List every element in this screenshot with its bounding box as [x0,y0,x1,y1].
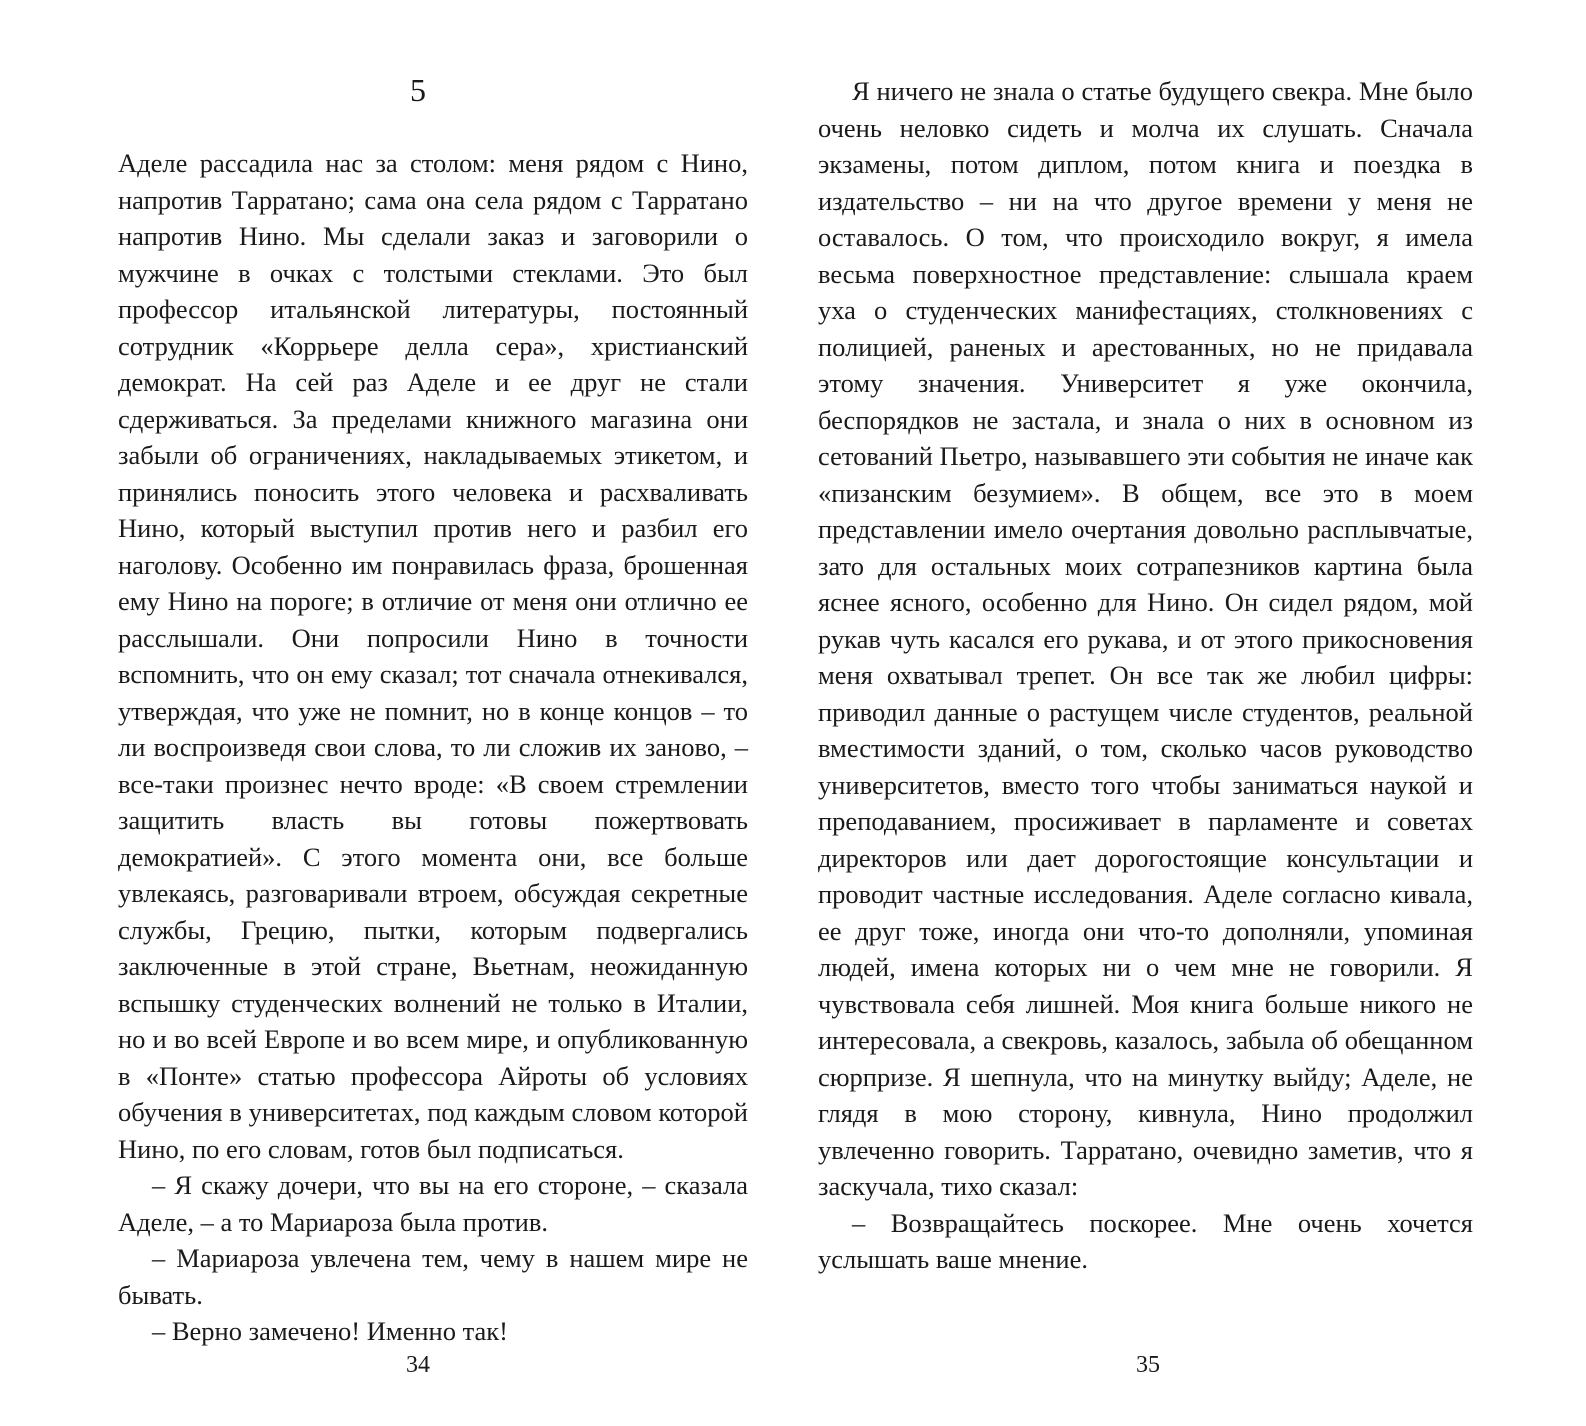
dialogue-line: – Возвращайтесь поскорее. Мне очень хочется услышать ваше мнение. [818,1207,1473,1274]
left-page-text [118,145,748,1350]
right-page-text [818,73,1473,1278]
paragraph: Аделе рассадила нас за столом: меня рядом с Нино, напротив Тарратано; сама она села рядом с Тарратано напротив Нино. Мы сделали заказ и заговорили о мужчине в очках с толстыми стеклами. Это был профессор итальянской литературы, постоянный сотрудник «Коррьере делла сера», христианский демократ. На сей раз Аделе и ее друг не стали сдерживаться. За пределами книжного магазина они забыли об ограничениях, накладываемых этикетом, и принялись поносить этого человека и расхваливать Нино, который выступил против него и разбил его наголову. Особенно им понравилась фраза, брошенная ему Нино на пороге; в отличие от меня они отлично ее расслышали. Они попросили Нино в точности вспомнить, что он ему сказал; тот сначала отнекивался, утверждая, что уже не помнит, но в конце концов – то ли воспроизведя свои слова, то ли сложив их заново, – все-таки произнес нечто вроде: «В своем стремлении защитить власть вы готовы пожертвовать демократией». С этого момента они, все больше увлекаясь, разговаривали втроем, обсуждая секретные службы, Грецию, пытки, которым подвергались заключенные в этой стране, Вьетнам, неожиданную вспышку студенческих волнений не только в Италии, но и во всей Европе и во всем мире, и опубликованную в «Понте» статью профессора Айроты об условиях обучения в университетах, под каждым словом которой Нино, по его словам, готов был подписаться. [118,148,748,1164]
dialogue-line: – Мариароза увлечена тем, чему в нашем мире не бывать. [118,1243,748,1310]
page-number-right: 35 [1136,1352,1160,1378]
chapter-number: 5 [410,72,426,108]
paragraph: Я ничего не знала о статье будущего свекра. Мне было очень неловко сидеть и молча их слушать. Сначала экзамены, потом диплом, потом книга и поездка в издательство – ни на что другое времени у меня не оставалось. О том, что происходило вокруг, я имела весьма поверхностное представление: слышала краем уха о студенческих манифестациях, столкновениях с полицией, раненых и арестованных, но не придавала этому значения. Университет я уже окончила, беспорядков не застала, и знала о них в основном из сетований Пьетро, называвшего эти события не иначе как «пизанским безумием». В общем, все это в моем представлении имело очертания довольно расплывчатые, зато для остальных моих сотрапезников картина была яснее ясного, особенно для Нино. Он сидел рядом, мой рукав чуть касался его рукава, и от этого прикосновения меня охватывал трепет. Он все так же любил цифры: приводил данные о растущем числе студентов, реальной вместимости зданий, о том, сколько часов руководство университетов, вместо того чтобы заниматься наукой и преподаванием, просиживает в парламенте и советах директоров или дает дорогостоящие консультации и проводит частные исследования. Аделе согласно кивала, ее друг тоже, иногда они что-то дополняли, упоминая людей, имена которых ни о чем мне не говорили. Я чувствовала себя лишней. Моя книга больше никого не интересовала, а свекровь, казалось, забыла об обещанном сюрпризе. Я шепнула, что на минутку выйду; Аделе, не глядя в мою сторону, кивнула, Нино продолжил увлеченно говорить. Тарратано, очевидно заметив, что я заскучала, тихо сказал: [818,76,1473,1201]
dialogue-line: – Я скажу дочери, что вы на его стороне, – сказала Аделе, – а то Мариароза была против. [118,1170,748,1237]
right-page [818,0,1473,1426]
left-page [118,0,748,1426]
dialogue-line: – Верно замечено! Именно так! [152,1316,508,1346]
page-number-left: 34 [406,1352,430,1378]
